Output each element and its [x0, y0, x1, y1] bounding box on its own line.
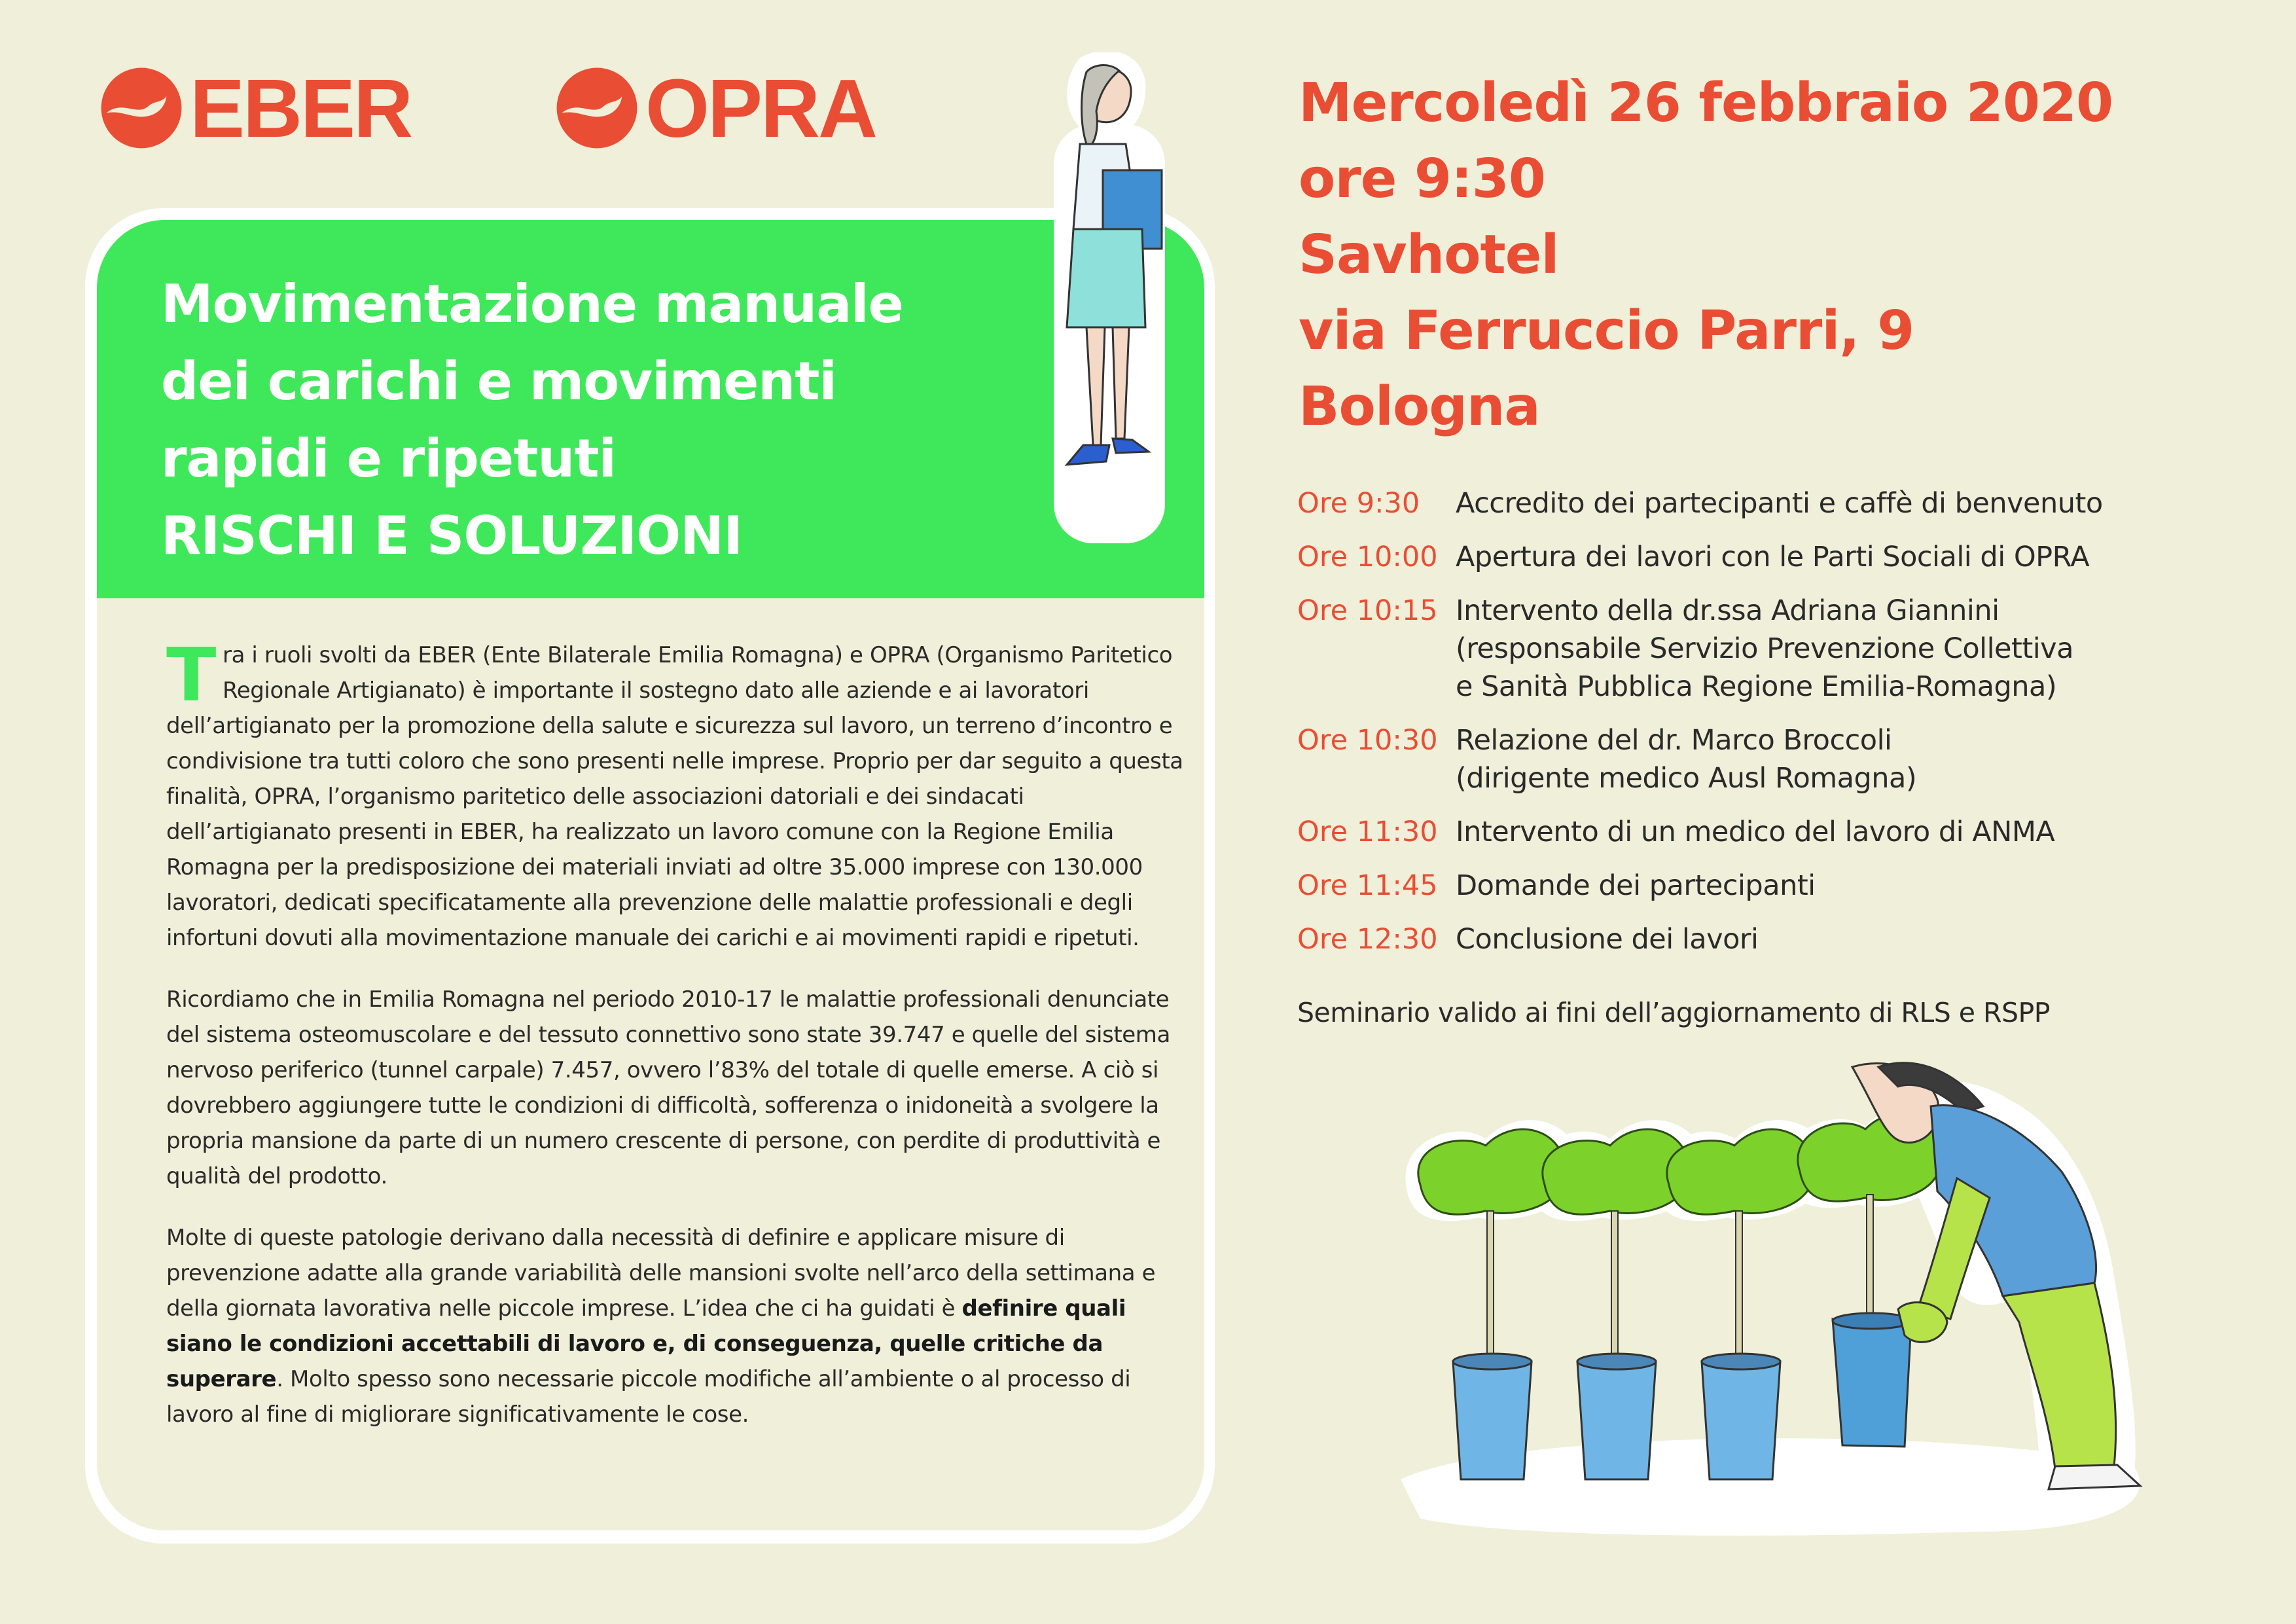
event-city: Bologna	[1299, 376, 1540, 438]
agenda-line: Intervento della dr.ssa Adriana Giannini	[1456, 594, 2000, 627]
agenda-text	[1456, 920, 1759, 958]
drop-cap: T	[166, 633, 216, 718]
event-details	[1299, 65, 2113, 445]
title-line: Movimentazione manuale	[161, 274, 903, 334]
event-address: via Ferruccio Parri, 9	[1299, 300, 1914, 362]
page-title	[161, 266, 903, 575]
event-date: Mercoledì 26 febbraio 2020	[1299, 72, 2113, 134]
bird-icon	[99, 66, 183, 150]
agenda-time: Ore 11:45	[1297, 869, 1438, 902]
agenda-line: Relazione del dr. Marco Broccoli	[1456, 724, 1892, 757]
agenda-item	[1297, 484, 2266, 522]
title-line: rapidi e ripetuti	[161, 428, 617, 489]
paragraph-text: ra i ruoli svolti da EBER (Ente Bilaterale Emilia Romagna) e OPRA (Organismo Paritetico Regionale Artigianato) è importante il sostegno dato alle aziende e ai lavoratori dell’artigianato per la promozione della salute e sicurezza sul lavoro, un terreno d’incontro e condivisione tra tutti coloro che sono presenti nelle imprese. Proprio per dar seguito a questa finalità, OPRA, l’organismo paritetico delle associazioni datoriali e dei sindacati dell’artigianato presenti in EBER, ha realizzato un lavoro comune con la Regione Emilia Romagna per la predisposizione dei materiali inviati ad oltre 35.000 imprese con 130.000 lavoratori, dedicati specificatamente alla prevenzione delle malattie professionali e degli infortuni dovuti alla movimentazione manuale dei carichi e ai movimenti rapidi e ripetuti.	[166, 642, 1183, 951]
agenda-item	[1297, 721, 2266, 797]
agenda-item	[1297, 867, 2266, 905]
paragraph-text: Molte di queste patologie derivano dalla necessità di definire e applicare misure di prevenzione adatte alla grande variabilità delle mansioni svolte nell’arco della settimana e della giornata lavorativa nelle piccole imprese. L’idea che ci ha guidati è	[166, 1225, 1156, 1322]
agenda-item	[1297, 592, 2266, 706]
paragraph-1	[166, 633, 1187, 956]
agenda-time: Ore 10:30	[1297, 724, 1438, 757]
title-line: RISCHI E SOLUZIONI	[161, 505, 742, 566]
bird-icon	[555, 66, 639, 150]
emphasis-text: definire quali siano le condizioni accettabili di lavoro e, di conseguenza, quelle critiche da superare	[166, 1295, 1126, 1392]
title-line: dei carichi e movimenti	[161, 351, 836, 412]
agenda-time: Ore 12:30	[1297, 923, 1438, 956]
article-body	[166, 633, 1187, 1458]
worker-with-potted-trees-illustration	[1381, 1060, 2173, 1538]
potted-tree-3	[1667, 1129, 1814, 1479]
paragraph-text: . Molto spesso sono necessarie piccole modifiche all’ambiente o al processo di lavoro al fine di migliorare significativamente le cose.	[166, 1366, 1131, 1428]
agenda-line: Conclusione dei lavori	[1456, 923, 1759, 956]
agenda-line: Intervento di un medico del lavoro di ANMA	[1456, 816, 2055, 848]
event-venue: Savhotel	[1299, 224, 1559, 286]
agenda-line: Apertura dei lavori con le Parti Sociali di OPRA	[1456, 541, 2090, 573]
event-time: ore 9:30	[1299, 148, 1545, 210]
agenda-text	[1456, 813, 2054, 851]
agenda-text	[1456, 538, 2089, 576]
agenda-time: Ore 9:30	[1297, 487, 1420, 520]
agenda-line: Domande dei partecipanti	[1456, 869, 1816, 902]
agenda-item	[1297, 538, 2266, 576]
woman-with-binder-illustration	[988, 52, 1204, 576]
agenda-text	[1456, 721, 1916, 797]
opra-logo-text: OPRA	[645, 62, 876, 154]
paragraph-2: Ricordiamo che in Emilia Romagna nel periodo 2010-17 le malattie professionali denunciate del sistema osteomuscolare e del tessuto connettivo sono state 39.747 e quelle del sistema nervoso periferico (tunnel carpale) 7.457, ovvero l’83% del totale di quelle emerse. A ciò si dovrebbero aggiungere tutte le condizioni di difficoltà, sofferenza o inidoneità a svolgere la propria mansione da parte di un numero crescente di persone, con perdite di produttività e qualità del prodotto.	[166, 986, 1170, 1189]
agenda-text	[1456, 592, 2073, 706]
eber-logo	[99, 62, 411, 154]
agenda-text	[1456, 867, 1816, 905]
agenda-item	[1297, 920, 2266, 958]
agenda-line: (dirigente medico Ausl Romagna)	[1456, 762, 1917, 795]
agenda-item	[1297, 813, 2266, 851]
agenda-time: Ore 10:00	[1297, 541, 1438, 573]
agenda-text	[1456, 484, 2103, 522]
agenda-line: Accredito dei partecipanti e caffè di benvenuto	[1456, 487, 2103, 520]
opra-logo	[555, 62, 876, 154]
seminar-note: Seminario valido ai fini dell’aggiornamento di RLS e RSPP	[1297, 997, 2051, 1028]
agenda-list	[1297, 484, 2266, 974]
agenda-line: e Sanità Pubblica Regione Emilia-Romagna)	[1456, 670, 2057, 703]
agenda-line: (responsabile Servizio Prevenzione Collettiva	[1456, 632, 2073, 665]
agenda-time: Ore 10:15	[1297, 594, 1438, 627]
eber-logo-text: EBER	[190, 62, 412, 154]
paragraph-3	[166, 1220, 1187, 1432]
agenda-time: Ore 11:30	[1297, 816, 1438, 848]
